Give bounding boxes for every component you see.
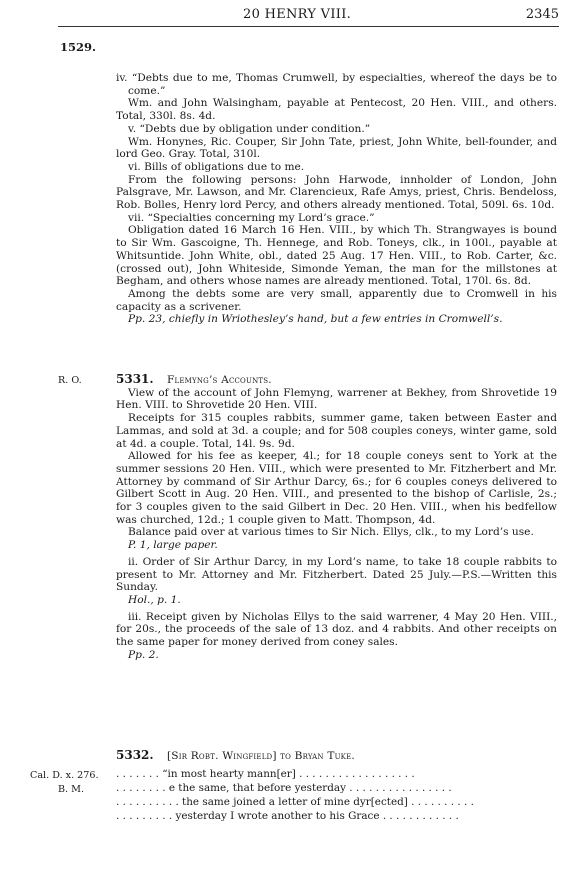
- paragraph: v. “Debts due by obligation under condition.”: [128, 122, 371, 135]
- fragment-line: . . . . . . . “in most hearty mann[er] . . . . . . . . . . . . . . . . . .: [116, 768, 415, 780]
- entry-title: [Sir Robt. Wingfield] to Bryan Tuke.: [166, 750, 355, 762]
- entry-5332-heading: [116, 749, 557, 763]
- fragment-line: . . . . . . . . . yesterday I wrote another to his Grace . . . . . . . . . . . .: [116, 810, 459, 822]
- source-note: Pp. 2.: [128, 648, 159, 661]
- entry-5331: [116, 373, 557, 661]
- paragraph: Receipts for 315 couples rabbits, summer game, taken between Easter and Lammas, and sold at 3d. a couple; and for 508 couples coneys, winter game, sold at 4d. a couple. Total, 14l. 9s. 9d.: [116, 412, 557, 450]
- source-note: Pp. 23, chiefly in Wriothesley’s hand, but a few entries in Cromwell’s.: [128, 313, 503, 326]
- paragraph: Balance paid over at various times to Sir Nich. Ellys, clk., to my Lord’s use.: [128, 526, 534, 539]
- entry-title: Flemyng’s Accounts.: [166, 374, 272, 386]
- paragraph: Among the debts some are very small, apparently due to Cromwell in his capacity as a scrivener.: [116, 287, 557, 313]
- entry-number: 5332.: [116, 748, 154, 762]
- paragraph: iii. Receipt given by Nicholas Ellys to the said warrener, 4 May 20 Hen. VIII., for 20s., the proceeds of the sale of 13 doz. and 4 rabbits. And other receipts on the same paper for money derived from coney sales.: [116, 610, 557, 649]
- paragraph: Wm. Honynes, Ric. Couper, Sir John Tate, priest, John White, bell-founder, and lord Geo. Gray. Total, 310l.: [116, 135, 557, 161]
- fragment-line: . . . . . . . . e the same, that before yesterday . . . . . . . . . . . . . . . .: [116, 782, 452, 794]
- paragraph: iv. “Debts due to me, Thomas Crumwell, by especialties, whereof the days be to come.”: [116, 72, 557, 97]
- source-note: Hol., p. 1.: [128, 593, 181, 606]
- source-note: P. 1, large paper.: [128, 539, 218, 552]
- entry-body: [116, 387, 557, 662]
- paragraph: vi. Bills of obligations due to me.: [128, 160, 305, 173]
- entry-continuation: [116, 72, 557, 326]
- page-number: 2345: [525, 7, 559, 22]
- paragraph: View of the account of John Flemyng, warrener at Bekhey, from Shrovetide 19 Hen. VIII. to Shrovetide 20 Hen. VIII.: [116, 386, 557, 412]
- paragraph: Wm. and John Walsingham, payable at Pentecost, 20 Hen. VIII., and others. Total, 330l. 8s. 4d.: [116, 97, 557, 123]
- paragraph: ii. Order of Sir Arthur Darcy, in my Lord’s name, to take 18 couple rabbits to present to Mr. Attorney and Mr. Fitzherbert. Dated 25 July.—P.S.—Written this Sunday.: [116, 555, 557, 594]
- margin-year: 1529.: [60, 40, 97, 54]
- fragment-line: . . . . . . . . . . the same joined a letter of mine dyr[ected] . . . . . . . . . .: [116, 796, 474, 808]
- paragraph: From the following persons: John Harwode, innholder of London, John Palsgrave, Mr. Lawson, and Mr. Clarencieux, Rafe Amys, priest, Chris. Bendeloss, Rob. Bolles, Henry lord Percy, and others already mentioned. Total, 509l. 6s. 10d.: [116, 173, 557, 212]
- paragraph: Obligation dated 16 March 16 Hen. VIII., by which Th. Strangwayes is bound to Sir Wm. Gascoigne, Th. Hennege, and Rob. Toneys, clk., in 100l., payable at Whitsuntide. John White, obl., dated 25 Aug. 17 Hen. VIII., to Rob. Carter, &c. (crossed out), John Whiteside, Simonde Yeman, the man for the millstones at Begham, and others whose names are already mentioned. Total, 170l. 6s. 8d.: [116, 224, 557, 288]
- entry-number: 5331.: [116, 372, 154, 386]
- margin-reference-bm: B. M.: [58, 784, 85, 795]
- entry-heading: [116, 373, 557, 387]
- header-rule: [58, 26, 559, 27]
- margin-reference-cal: Cal. D. x. 276.: [30, 770, 99, 781]
- margin-reference: R. O.: [58, 375, 82, 386]
- paragraph: vii. “Specialties concerning my Lord’s grace.”: [128, 211, 375, 224]
- paragraph: Allowed for his fee as keeper, 4l.; for 18 couple coneys sent to York at the summer sessions 20 Hen. VIII., which were presented to Mr. Fitzherbert and Mr. Attorney by command of Sir Arthur Darcy, 6s.; for 6 couples coneys delivered to Gilbert Scott in Aug. 20 Hen. VIII., and presented to the bishop of Carlisle, 2s.; for 3 couples given to the said Gilbert in Dec. 20 Hen. VIII., when his bedfellow was churched, 12d.; 1 couple given to Matt. Thompson, 4d.: [116, 450, 557, 526]
- running-header-title: 20 HENRY VIII.: [243, 7, 352, 22]
